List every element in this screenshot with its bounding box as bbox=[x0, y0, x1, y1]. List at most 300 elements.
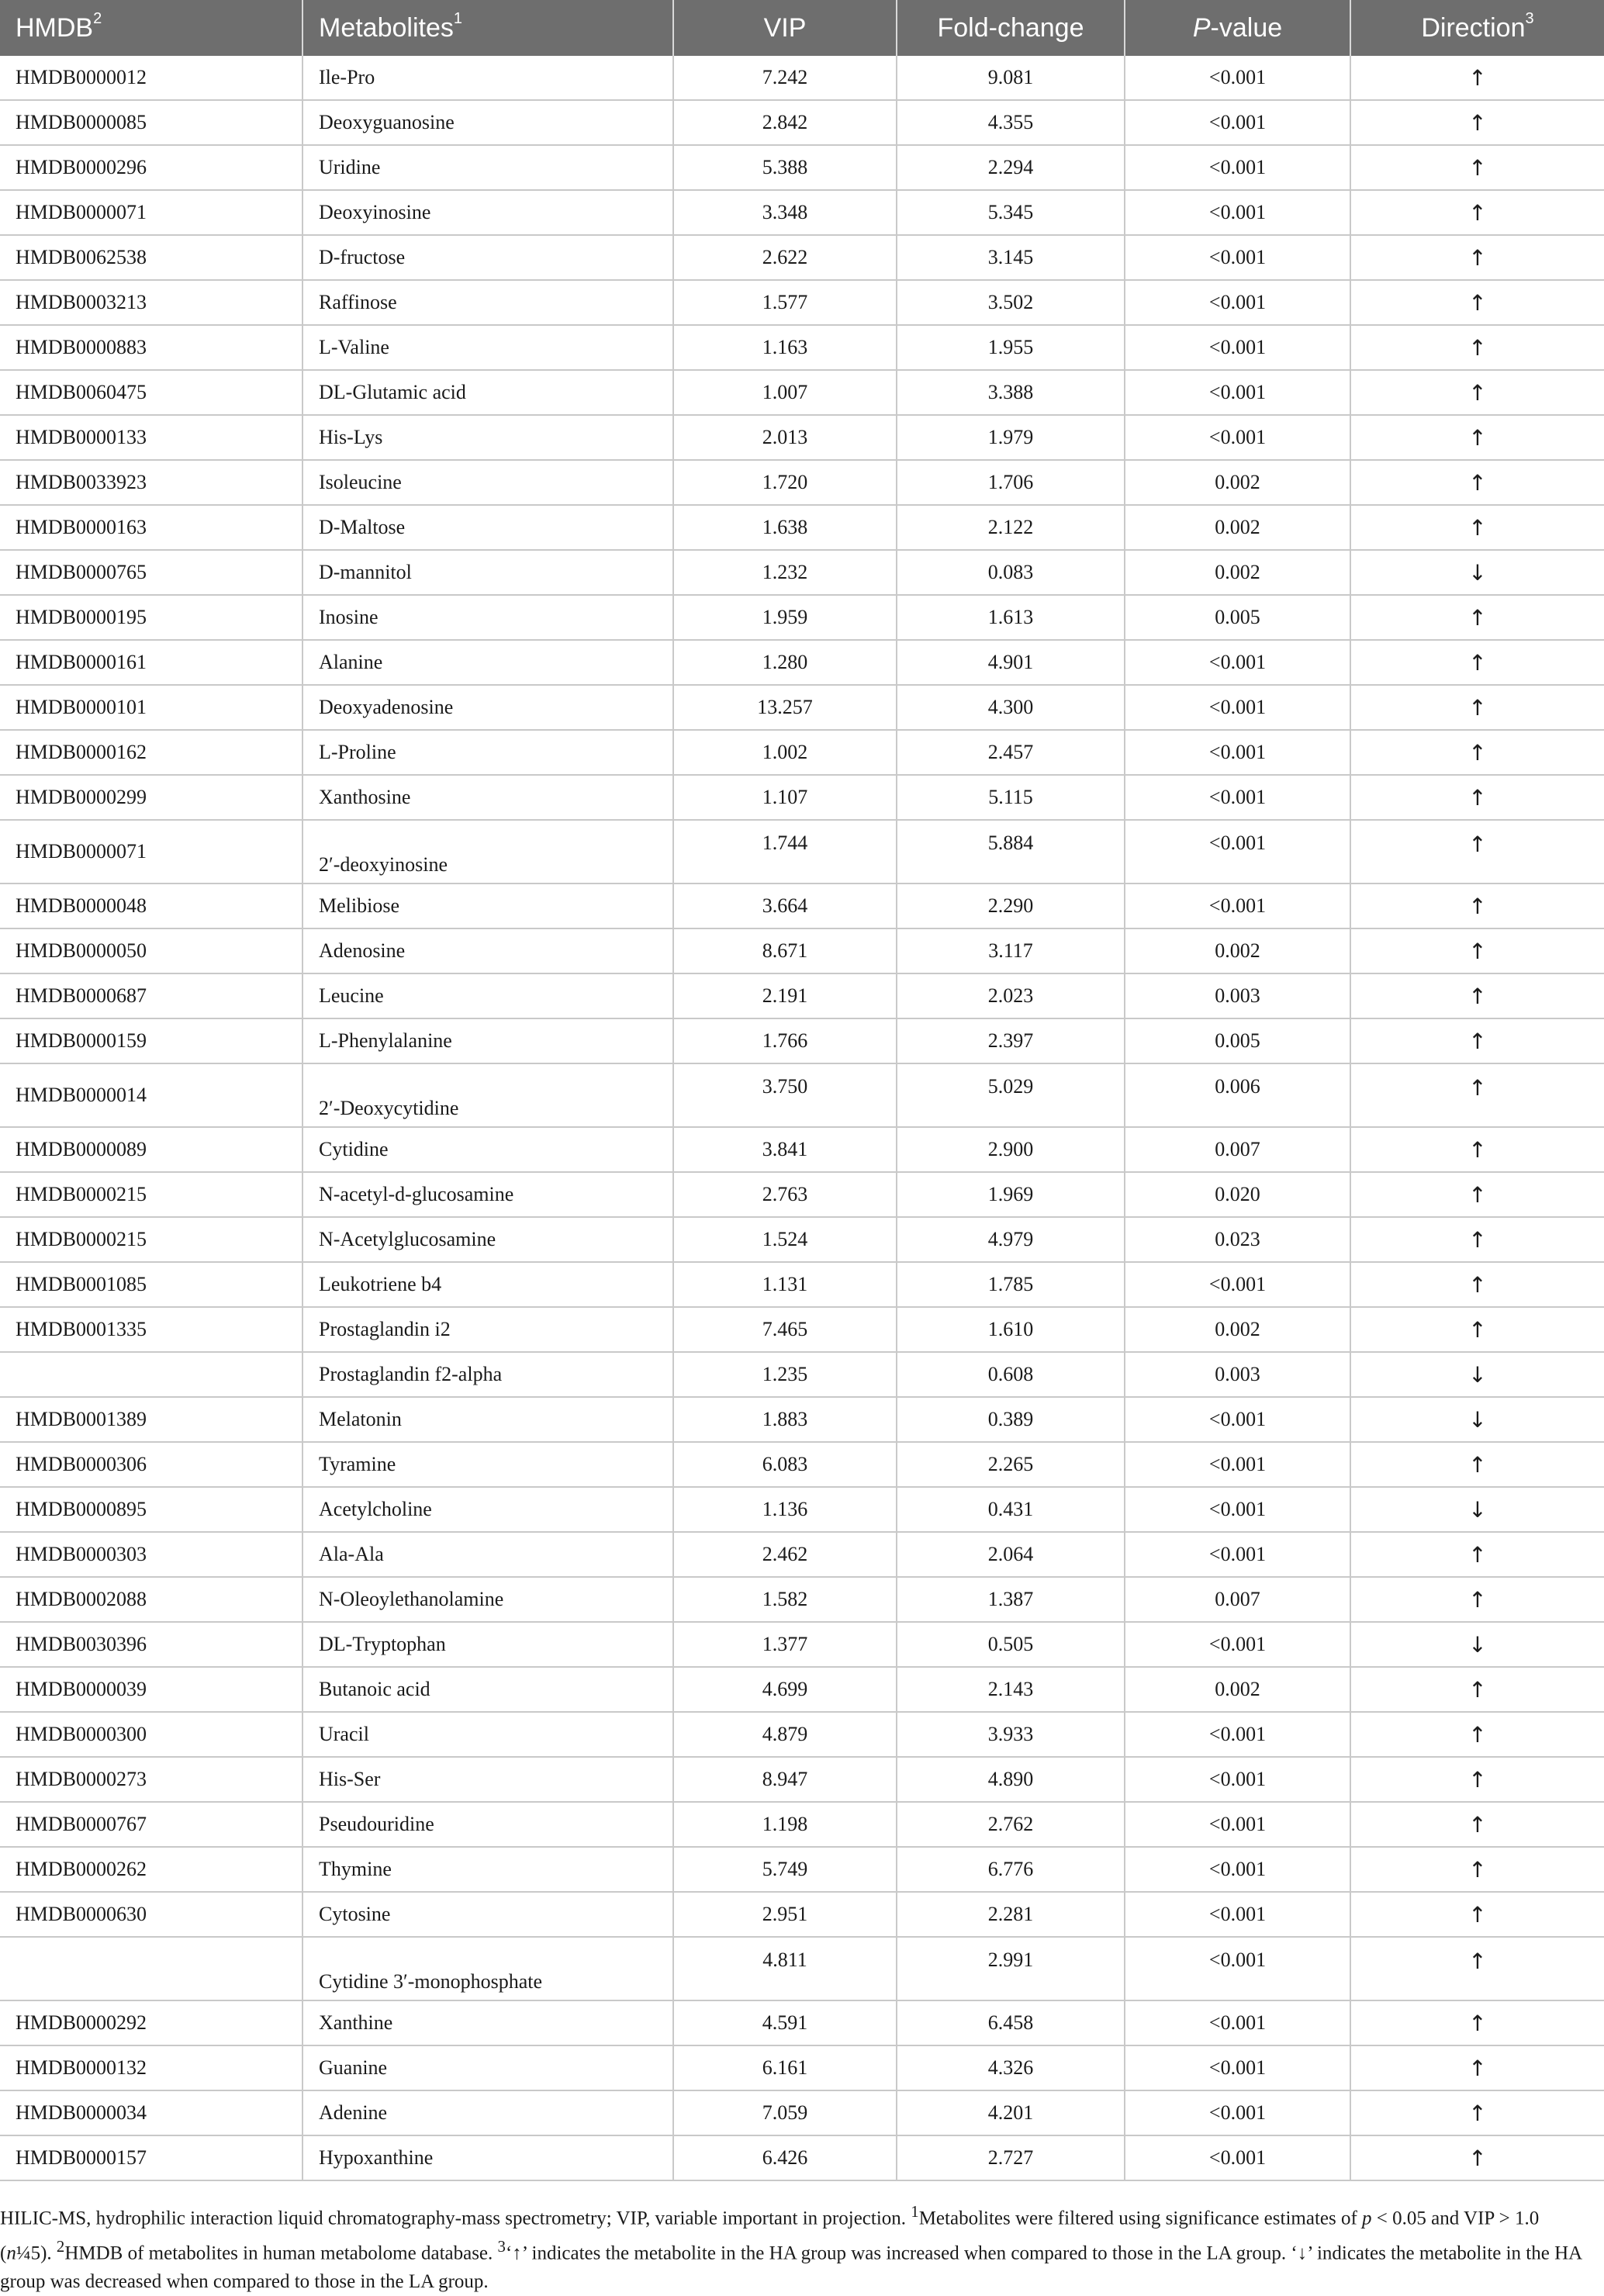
cell-direction: ↑ bbox=[1350, 370, 1604, 415]
cell-metabolite-name: N-acetyl-d-glucosamine bbox=[302, 1172, 673, 1217]
cell-metabolite-name: D-Maltose bbox=[302, 505, 673, 550]
cell-metabolite-name: Adenine bbox=[302, 2090, 673, 2135]
cell-vip: 1.577 bbox=[673, 280, 897, 325]
cell-direction: ↑ bbox=[1350, 730, 1604, 775]
cell-p-value: <0.001 bbox=[1125, 235, 1350, 280]
cell-p-value: 0.003 bbox=[1125, 973, 1350, 1018]
table-row bbox=[0, 1352, 1604, 1397]
table-row bbox=[0, 56, 1604, 100]
table-row bbox=[0, 730, 1604, 775]
cell-fold-change: 2.397 bbox=[897, 1018, 1125, 1063]
cell-fold-change: 3.502 bbox=[897, 280, 1125, 325]
cell-vip: 1.131 bbox=[673, 1262, 897, 1307]
cell-direction: ↑ bbox=[1350, 1757, 1604, 1802]
cell-direction: ↑ bbox=[1350, 973, 1604, 1018]
cell-vip: 1.524 bbox=[673, 1217, 897, 1262]
cell-p-value: <0.001 bbox=[1125, 415, 1350, 460]
cell-p-value: <0.001 bbox=[1125, 1622, 1350, 1667]
cell-p-value: <0.001 bbox=[1125, 56, 1350, 100]
table-row bbox=[0, 685, 1604, 730]
cell-direction: ↑ bbox=[1350, 1802, 1604, 1847]
cell-fold-change: 6.776 bbox=[897, 1847, 1125, 1892]
cell-metabolite-name: L-Proline bbox=[302, 730, 673, 775]
table-row bbox=[0, 1307, 1604, 1352]
cell-metabolite-name: Acetylcholine bbox=[302, 1487, 673, 1532]
table-row bbox=[0, 145, 1604, 190]
cell-vip: 4.811 bbox=[673, 1937, 897, 2000]
table-row bbox=[0, 2045, 1604, 2090]
cell-metabolite-name: Ile-Pro bbox=[302, 56, 673, 100]
cell-hmdb-id: HMDB0000306 bbox=[0, 1442, 302, 1487]
table-row bbox=[0, 1577, 1604, 1622]
cell-p-value: <0.001 bbox=[1125, 1802, 1350, 1847]
cell-vip: 1.107 bbox=[673, 775, 897, 820]
cell-direction: ↑ bbox=[1350, 56, 1604, 100]
cell-hmdb-id: HMDB0000883 bbox=[0, 325, 302, 370]
table-row bbox=[0, 1892, 1604, 1937]
table-body bbox=[0, 56, 1604, 2180]
cell-metabolite-name: Isoleucine bbox=[302, 460, 673, 505]
cell-hmdb-id: HMDB0000303 bbox=[0, 1532, 302, 1577]
cell-fold-change: 4.300 bbox=[897, 685, 1125, 730]
cell-metabolite-name: Uridine bbox=[302, 145, 673, 190]
cell-p-value: 0.007 bbox=[1125, 1577, 1350, 1622]
cell-p-value: 0.002 bbox=[1125, 460, 1350, 505]
cell-vip: 1.136 bbox=[673, 1487, 897, 1532]
cell-fold-change: 5.115 bbox=[897, 775, 1125, 820]
cell-vip: 2.013 bbox=[673, 415, 897, 460]
table-row bbox=[0, 1757, 1604, 1802]
cell-metabolite-name: Leukotriene b4 bbox=[302, 1262, 673, 1307]
header-vip: VIP bbox=[673, 0, 897, 56]
cell-p-value: <0.001 bbox=[1125, 145, 1350, 190]
cell-direction: ↑ bbox=[1350, 1667, 1604, 1712]
cell-metabolite-name: Melatonin bbox=[302, 1397, 673, 1442]
cell-vip: 5.749 bbox=[673, 1847, 897, 1892]
cell-metabolite-name: Butanoic acid bbox=[302, 1667, 673, 1712]
cell-p-value: 0.005 bbox=[1125, 595, 1350, 640]
cell-p-value: <0.001 bbox=[1125, 190, 1350, 235]
cell-metabolite-name: 2′-Deoxycytidine bbox=[302, 1063, 673, 1127]
table-row bbox=[0, 1172, 1604, 1217]
cell-hmdb-id: HMDB0000159 bbox=[0, 1018, 302, 1063]
cell-hmdb-id: HMDB0000048 bbox=[0, 883, 302, 928]
cell-vip: 1.744 bbox=[673, 820, 897, 883]
cell-direction: ↑ bbox=[1350, 325, 1604, 370]
cell-fold-change: 4.201 bbox=[897, 2090, 1125, 2135]
header-hmdb: HMDB$^2$ bbox=[0, 0, 302, 56]
cell-p-value: <0.001 bbox=[1125, 1397, 1350, 1442]
cell-hmdb-id: HMDB0000163 bbox=[0, 505, 302, 550]
cell-metabolite-name: Prostaglandin f2-alpha bbox=[302, 1352, 673, 1397]
cell-vip: 4.699 bbox=[673, 1667, 897, 1712]
cell-hmdb-id: HMDB0030396 bbox=[0, 1622, 302, 1667]
table-row bbox=[0, 1442, 1604, 1487]
table-row bbox=[0, 973, 1604, 1018]
cell-p-value: <0.001 bbox=[1125, 1262, 1350, 1307]
cell-direction: ↑ bbox=[1350, 1262, 1604, 1307]
cell-p-value: <0.001 bbox=[1125, 1487, 1350, 1532]
cell-vip: 1.280 bbox=[673, 640, 897, 685]
table-row bbox=[0, 1712, 1604, 1757]
cell-vip: 2.842 bbox=[673, 100, 897, 145]
cell-metabolite-name: Deoxyguanosine bbox=[302, 100, 673, 145]
cell-fold-change: 1.979 bbox=[897, 415, 1125, 460]
cell-metabolite-name: Inosine bbox=[302, 595, 673, 640]
cell-direction: ↓ bbox=[1350, 1487, 1604, 1532]
cell-direction: ↑ bbox=[1350, 100, 1604, 145]
cell-direction: ↑ bbox=[1350, 1577, 1604, 1622]
cell-fold-change: 3.117 bbox=[897, 928, 1125, 973]
cell-fold-change: 2.265 bbox=[897, 1442, 1125, 1487]
cell-fold-change: 2.143 bbox=[897, 1667, 1125, 1712]
cell-fold-change: 3.388 bbox=[897, 370, 1125, 415]
header-metabolites: Metabolites$^1$ bbox=[302, 0, 673, 56]
cell-p-value: 0.002 bbox=[1125, 928, 1350, 973]
cell-direction: ↑ bbox=[1350, 640, 1604, 685]
cell-hmdb-id: HMDB0000765 bbox=[0, 550, 302, 595]
cell-metabolite-name: Deoxyinosine bbox=[302, 190, 673, 235]
cell-metabolite-name: Raffinose bbox=[302, 280, 673, 325]
cell-fold-change: 3.145 bbox=[897, 235, 1125, 280]
cell-p-value: <0.001 bbox=[1125, 1532, 1350, 1577]
cell-hmdb-id: HMDB0000630 bbox=[0, 1892, 302, 1937]
cell-fold-change: 0.505 bbox=[897, 1622, 1125, 1667]
cell-vip: 5.388 bbox=[673, 145, 897, 190]
cell-direction: ↑ bbox=[1350, 1442, 1604, 1487]
cell-hmdb-id bbox=[0, 1937, 302, 2000]
cell-metabolite-name: L-Phenylalanine bbox=[302, 1018, 673, 1063]
cell-hmdb-id: HMDB0000262 bbox=[0, 1847, 302, 1892]
table-row bbox=[0, 1262, 1604, 1307]
cell-hmdb-id: HMDB0000071 bbox=[0, 820, 302, 883]
cell-hmdb-id: HMDB0060475 bbox=[0, 370, 302, 415]
table-row bbox=[0, 1397, 1604, 1442]
cell-hmdb-id: HMDB0000034 bbox=[0, 2090, 302, 2135]
cell-vip: 2.951 bbox=[673, 1892, 897, 1937]
cell-fold-change: 0.389 bbox=[897, 1397, 1125, 1442]
cell-fold-change: 1.706 bbox=[897, 460, 1125, 505]
cell-direction: ↓ bbox=[1350, 1622, 1604, 1667]
cell-hmdb-id: HMDB0000292 bbox=[0, 2000, 302, 2045]
cell-vip: 2.622 bbox=[673, 235, 897, 280]
cell-vip: 1.638 bbox=[673, 505, 897, 550]
table-row bbox=[0, 325, 1604, 370]
cell-hmdb-id: HMDB0001389 bbox=[0, 1397, 302, 1442]
cell-direction: ↑ bbox=[1350, 820, 1604, 883]
cell-hmdb-id: HMDB0000157 bbox=[0, 2135, 302, 2180]
cell-p-value: <0.001 bbox=[1125, 640, 1350, 685]
cell-hmdb-id: HMDB0002088 bbox=[0, 1577, 302, 1622]
cell-p-value: <0.001 bbox=[1125, 2090, 1350, 2135]
cell-fold-change: 2.281 bbox=[897, 1892, 1125, 1937]
table-row bbox=[0, 460, 1604, 505]
cell-metabolite-name: Tyramine bbox=[302, 1442, 673, 1487]
table-row bbox=[0, 280, 1604, 325]
cell-metabolite-name: Alanine bbox=[302, 640, 673, 685]
cell-fold-change: 1.613 bbox=[897, 595, 1125, 640]
cell-direction: ↑ bbox=[1350, 1712, 1604, 1757]
cell-vip: 1.198 bbox=[673, 1802, 897, 1847]
table-row bbox=[0, 1063, 1604, 1127]
table-row bbox=[0, 775, 1604, 820]
cell-vip: 4.879 bbox=[673, 1712, 897, 1757]
cell-direction: ↑ bbox=[1350, 2000, 1604, 2045]
cell-direction: ↑ bbox=[1350, 775, 1604, 820]
cell-vip: 1.766 bbox=[673, 1018, 897, 1063]
cell-direction: ↑ bbox=[1350, 1217, 1604, 1262]
table-row bbox=[0, 370, 1604, 415]
cell-p-value: <0.001 bbox=[1125, 325, 1350, 370]
table-row bbox=[0, 928, 1604, 973]
cell-hmdb-id: HMDB0000215 bbox=[0, 1172, 302, 1217]
cell-vip: 3.841 bbox=[673, 1127, 897, 1172]
cell-direction: ↑ bbox=[1350, 235, 1604, 280]
cell-hmdb-id: HMDB0000089 bbox=[0, 1127, 302, 1172]
cell-vip: 1.232 bbox=[673, 550, 897, 595]
table-row bbox=[0, 1667, 1604, 1712]
table-footnote: HILIC-MS, hydrophilic interaction liquid chromatography-mass spectrometry; VIP, variable important in projection. $^1$Metabolites were filtered using significance estimates of p < 0.05 and VIP > 1.0 (n¼5). $^2$HMDB of metabolites in human metabolome database. $^3$‘↑’ indicates the metabolite in the HA group was increased when compared to those in the LA group. ‘↓’ indicates the metabolite in the HA group was decreased when compared to those in the LA group. bbox=[0, 2202, 1582, 2292]
cell-fold-change: 2.900 bbox=[897, 1127, 1125, 1172]
table-row bbox=[0, 2135, 1604, 2180]
cell-fold-change: 0.608 bbox=[897, 1352, 1125, 1397]
cell-hmdb-id: HMDB0000012 bbox=[0, 56, 302, 100]
cell-p-value: <0.001 bbox=[1125, 1757, 1350, 1802]
cell-p-value: <0.001 bbox=[1125, 1847, 1350, 1892]
cell-fold-change: 1.610 bbox=[897, 1307, 1125, 1352]
cell-hmdb-id: HMDB0001085 bbox=[0, 1262, 302, 1307]
header-fold-change: Fold-change bbox=[897, 0, 1125, 56]
cell-direction: ↑ bbox=[1350, 883, 1604, 928]
cell-fold-change: 4.979 bbox=[897, 1217, 1125, 1262]
cell-vip: 1.377 bbox=[673, 1622, 897, 1667]
cell-hmdb-id: HMDB0000162 bbox=[0, 730, 302, 775]
cell-direction: ↑ bbox=[1350, 1532, 1604, 1577]
cell-vip: 2.763 bbox=[673, 1172, 897, 1217]
table-row bbox=[0, 235, 1604, 280]
cell-vip: 3.750 bbox=[673, 1063, 897, 1127]
cell-vip: 1.720 bbox=[673, 460, 897, 505]
cell-direction: ↑ bbox=[1350, 2045, 1604, 2090]
cell-p-value: 0.002 bbox=[1125, 1307, 1350, 1352]
cell-hmdb-id: HMDB0000273 bbox=[0, 1757, 302, 1802]
cell-metabolite-name: Hypoxanthine bbox=[302, 2135, 673, 2180]
cell-direction: ↑ bbox=[1350, 1127, 1604, 1172]
cell-direction: ↑ bbox=[1350, 415, 1604, 460]
cell-p-value: <0.001 bbox=[1125, 685, 1350, 730]
header-row bbox=[0, 0, 1604, 56]
cell-vip: 3.348 bbox=[673, 190, 897, 235]
cell-metabolite-name: Xanthosine bbox=[302, 775, 673, 820]
table-row bbox=[0, 2090, 1604, 2135]
cell-vip: 1.007 bbox=[673, 370, 897, 415]
cell-vip: 1.959 bbox=[673, 595, 897, 640]
table-row bbox=[0, 505, 1604, 550]
cell-hmdb-id: HMDB0000215 bbox=[0, 1217, 302, 1262]
cell-fold-change: 5.884 bbox=[897, 820, 1125, 883]
cell-hmdb-id: HMDB0000101 bbox=[0, 685, 302, 730]
cell-fold-change: 2.122 bbox=[897, 505, 1125, 550]
cell-direction: ↑ bbox=[1350, 2090, 1604, 2135]
table-row bbox=[0, 1532, 1604, 1577]
cell-metabolite-name: Cytosine bbox=[302, 1892, 673, 1937]
cell-p-value: <0.001 bbox=[1125, 883, 1350, 928]
cell-fold-change: 2.727 bbox=[897, 2135, 1125, 2180]
cell-fold-change: 6.458 bbox=[897, 2000, 1125, 2045]
cell-metabolite-name: Melibiose bbox=[302, 883, 673, 928]
cell-hmdb-id bbox=[0, 1352, 302, 1397]
cell-fold-change: 2.294 bbox=[897, 145, 1125, 190]
cell-p-value: 0.007 bbox=[1125, 1127, 1350, 1172]
table-row bbox=[0, 100, 1604, 145]
table-row bbox=[0, 595, 1604, 640]
cell-p-value: <0.001 bbox=[1125, 100, 1350, 145]
cell-metabolite-name: DL-Glutamic acid bbox=[302, 370, 673, 415]
table-row bbox=[0, 1622, 1604, 1667]
table-row bbox=[0, 883, 1604, 928]
cell-hmdb-id: HMDB0000687 bbox=[0, 973, 302, 1018]
cell-vip: 1.163 bbox=[673, 325, 897, 370]
cell-p-value: <0.001 bbox=[1125, 820, 1350, 883]
cell-fold-change: 2.290 bbox=[897, 883, 1125, 928]
cell-metabolite-name: Guanine bbox=[302, 2045, 673, 2090]
cell-p-value: <0.001 bbox=[1125, 370, 1350, 415]
table-row bbox=[0, 550, 1604, 595]
cell-fold-change: 2.023 bbox=[897, 973, 1125, 1018]
cell-fold-change: 2.762 bbox=[897, 1802, 1125, 1847]
cell-p-value: <0.001 bbox=[1125, 775, 1350, 820]
cell-vip: 13.257 bbox=[673, 685, 897, 730]
cell-vip: 1.582 bbox=[673, 1577, 897, 1622]
cell-hmdb-id: HMDB0000085 bbox=[0, 100, 302, 145]
cell-direction: ↑ bbox=[1350, 1172, 1604, 1217]
cell-p-value: 0.002 bbox=[1125, 550, 1350, 595]
cell-metabolite-name: Deoxyadenosine bbox=[302, 685, 673, 730]
cell-direction: ↑ bbox=[1350, 595, 1604, 640]
table-row bbox=[0, 1937, 1604, 2000]
cell-p-value: <0.001 bbox=[1125, 2045, 1350, 2090]
cell-fold-change: 4.355 bbox=[897, 100, 1125, 145]
cell-vip: 1.883 bbox=[673, 1397, 897, 1442]
cell-hmdb-id: HMDB0000300 bbox=[0, 1712, 302, 1757]
cell-direction: ↑ bbox=[1350, 1892, 1604, 1937]
cell-metabolite-name: N-Acetylglucosamine bbox=[302, 1217, 673, 1262]
cell-direction: ↑ bbox=[1350, 280, 1604, 325]
cell-vip: 7.242 bbox=[673, 56, 897, 100]
table-row bbox=[0, 1217, 1604, 1262]
cell-vip: 7.465 bbox=[673, 1307, 897, 1352]
cell-hmdb-id: HMDB0003213 bbox=[0, 280, 302, 325]
cell-fold-change: 2.457 bbox=[897, 730, 1125, 775]
cell-vip: 6.083 bbox=[673, 1442, 897, 1487]
cell-vip: 2.462 bbox=[673, 1532, 897, 1577]
table-row bbox=[0, 1487, 1604, 1532]
cell-p-value: <0.001 bbox=[1125, 280, 1350, 325]
cell-fold-change: 1.785 bbox=[897, 1262, 1125, 1307]
cell-metabolite-name: 2′-deoxyinosine bbox=[302, 820, 673, 883]
cell-hmdb-id: HMDB0000161 bbox=[0, 640, 302, 685]
cell-metabolite-name: D-fructose bbox=[302, 235, 673, 280]
cell-direction: ↑ bbox=[1350, 1063, 1604, 1127]
cell-fold-change: 3.933 bbox=[897, 1712, 1125, 1757]
cell-p-value: <0.001 bbox=[1125, 730, 1350, 775]
cell-hmdb-id: HMDB0000132 bbox=[0, 2045, 302, 2090]
cell-direction: ↑ bbox=[1350, 1937, 1604, 2000]
cell-metabolite-name: L-Valine bbox=[302, 325, 673, 370]
cell-hmdb-id: HMDB0000296 bbox=[0, 145, 302, 190]
cell-direction: ↑ bbox=[1350, 2135, 1604, 2180]
cell-p-value: <0.001 bbox=[1125, 1442, 1350, 1487]
cell-metabolite-name: Leucine bbox=[302, 973, 673, 1018]
cell-vip: 6.426 bbox=[673, 2135, 897, 2180]
cell-hmdb-id: HMDB0000895 bbox=[0, 1487, 302, 1532]
cell-vip: 8.671 bbox=[673, 928, 897, 973]
cell-fold-change: 0.083 bbox=[897, 550, 1125, 595]
cell-fold-change: 4.326 bbox=[897, 2045, 1125, 2090]
cell-fold-change: 1.969 bbox=[897, 1172, 1125, 1217]
cell-metabolite-name: Thymine bbox=[302, 1847, 673, 1892]
table-row bbox=[0, 1127, 1604, 1172]
header-direction: Direction$^3$ bbox=[1350, 0, 1604, 56]
cell-metabolite-name: His-Lys bbox=[302, 415, 673, 460]
cell-metabolite-name: Prostaglandin i2 bbox=[302, 1307, 673, 1352]
cell-hmdb-id: HMDB0062538 bbox=[0, 235, 302, 280]
cell-p-value: <0.001 bbox=[1125, 1937, 1350, 2000]
cell-direction: ↑ bbox=[1350, 190, 1604, 235]
cell-direction: ↓ bbox=[1350, 1352, 1604, 1397]
cell-metabolite-name: D-mannitol bbox=[302, 550, 673, 595]
table-row bbox=[0, 190, 1604, 235]
table-row bbox=[0, 820, 1604, 883]
cell-vip: 2.191 bbox=[673, 973, 897, 1018]
cell-fold-change: 2.991 bbox=[897, 1937, 1125, 2000]
table-row bbox=[0, 415, 1604, 460]
cell-p-value: 0.002 bbox=[1125, 1667, 1350, 1712]
cell-hmdb-id: HMDB0000050 bbox=[0, 928, 302, 973]
cell-metabolite-name: Cytidine bbox=[302, 1127, 673, 1172]
cell-vip: 1.235 bbox=[673, 1352, 897, 1397]
table-header bbox=[0, 0, 1604, 56]
cell-fold-change: 0.431 bbox=[897, 1487, 1125, 1532]
cell-p-value: 0.020 bbox=[1125, 1172, 1350, 1217]
cell-fold-change: 4.890 bbox=[897, 1757, 1125, 1802]
cell-p-value: <0.001 bbox=[1125, 2135, 1350, 2180]
cell-direction: ↑ bbox=[1350, 1847, 1604, 1892]
cell-p-value: <0.001 bbox=[1125, 1712, 1350, 1757]
cell-direction: ↑ bbox=[1350, 145, 1604, 190]
cell-vip: 6.161 bbox=[673, 2045, 897, 2090]
cell-hmdb-id: HMDB0000299 bbox=[0, 775, 302, 820]
cell-vip: 7.059 bbox=[673, 2090, 897, 2135]
cell-hmdb-id: HMDB0001335 bbox=[0, 1307, 302, 1352]
cell-p-value: <0.001 bbox=[1125, 2000, 1350, 2045]
cell-fold-change: 1.955 bbox=[897, 325, 1125, 370]
cell-hmdb-id: HMDB0000039 bbox=[0, 1667, 302, 1712]
cell-p-value: 0.023 bbox=[1125, 1217, 1350, 1262]
cell-hmdb-id: HMDB0000133 bbox=[0, 415, 302, 460]
table-row bbox=[0, 1847, 1604, 1892]
cell-p-value: 0.002 bbox=[1125, 505, 1350, 550]
cell-fold-change: 2.064 bbox=[897, 1532, 1125, 1577]
cell-metabolite-name: Ala-Ala bbox=[302, 1532, 673, 1577]
cell-direction: ↑ bbox=[1350, 685, 1604, 730]
cell-direction: ↓ bbox=[1350, 550, 1604, 595]
cell-fold-change: 9.081 bbox=[897, 56, 1125, 100]
cell-vip: 1.002 bbox=[673, 730, 897, 775]
cell-metabolite-name: Uracil bbox=[302, 1712, 673, 1757]
cell-p-value: <0.001 bbox=[1125, 1892, 1350, 1937]
cell-hmdb-id: HMDB0000195 bbox=[0, 595, 302, 640]
